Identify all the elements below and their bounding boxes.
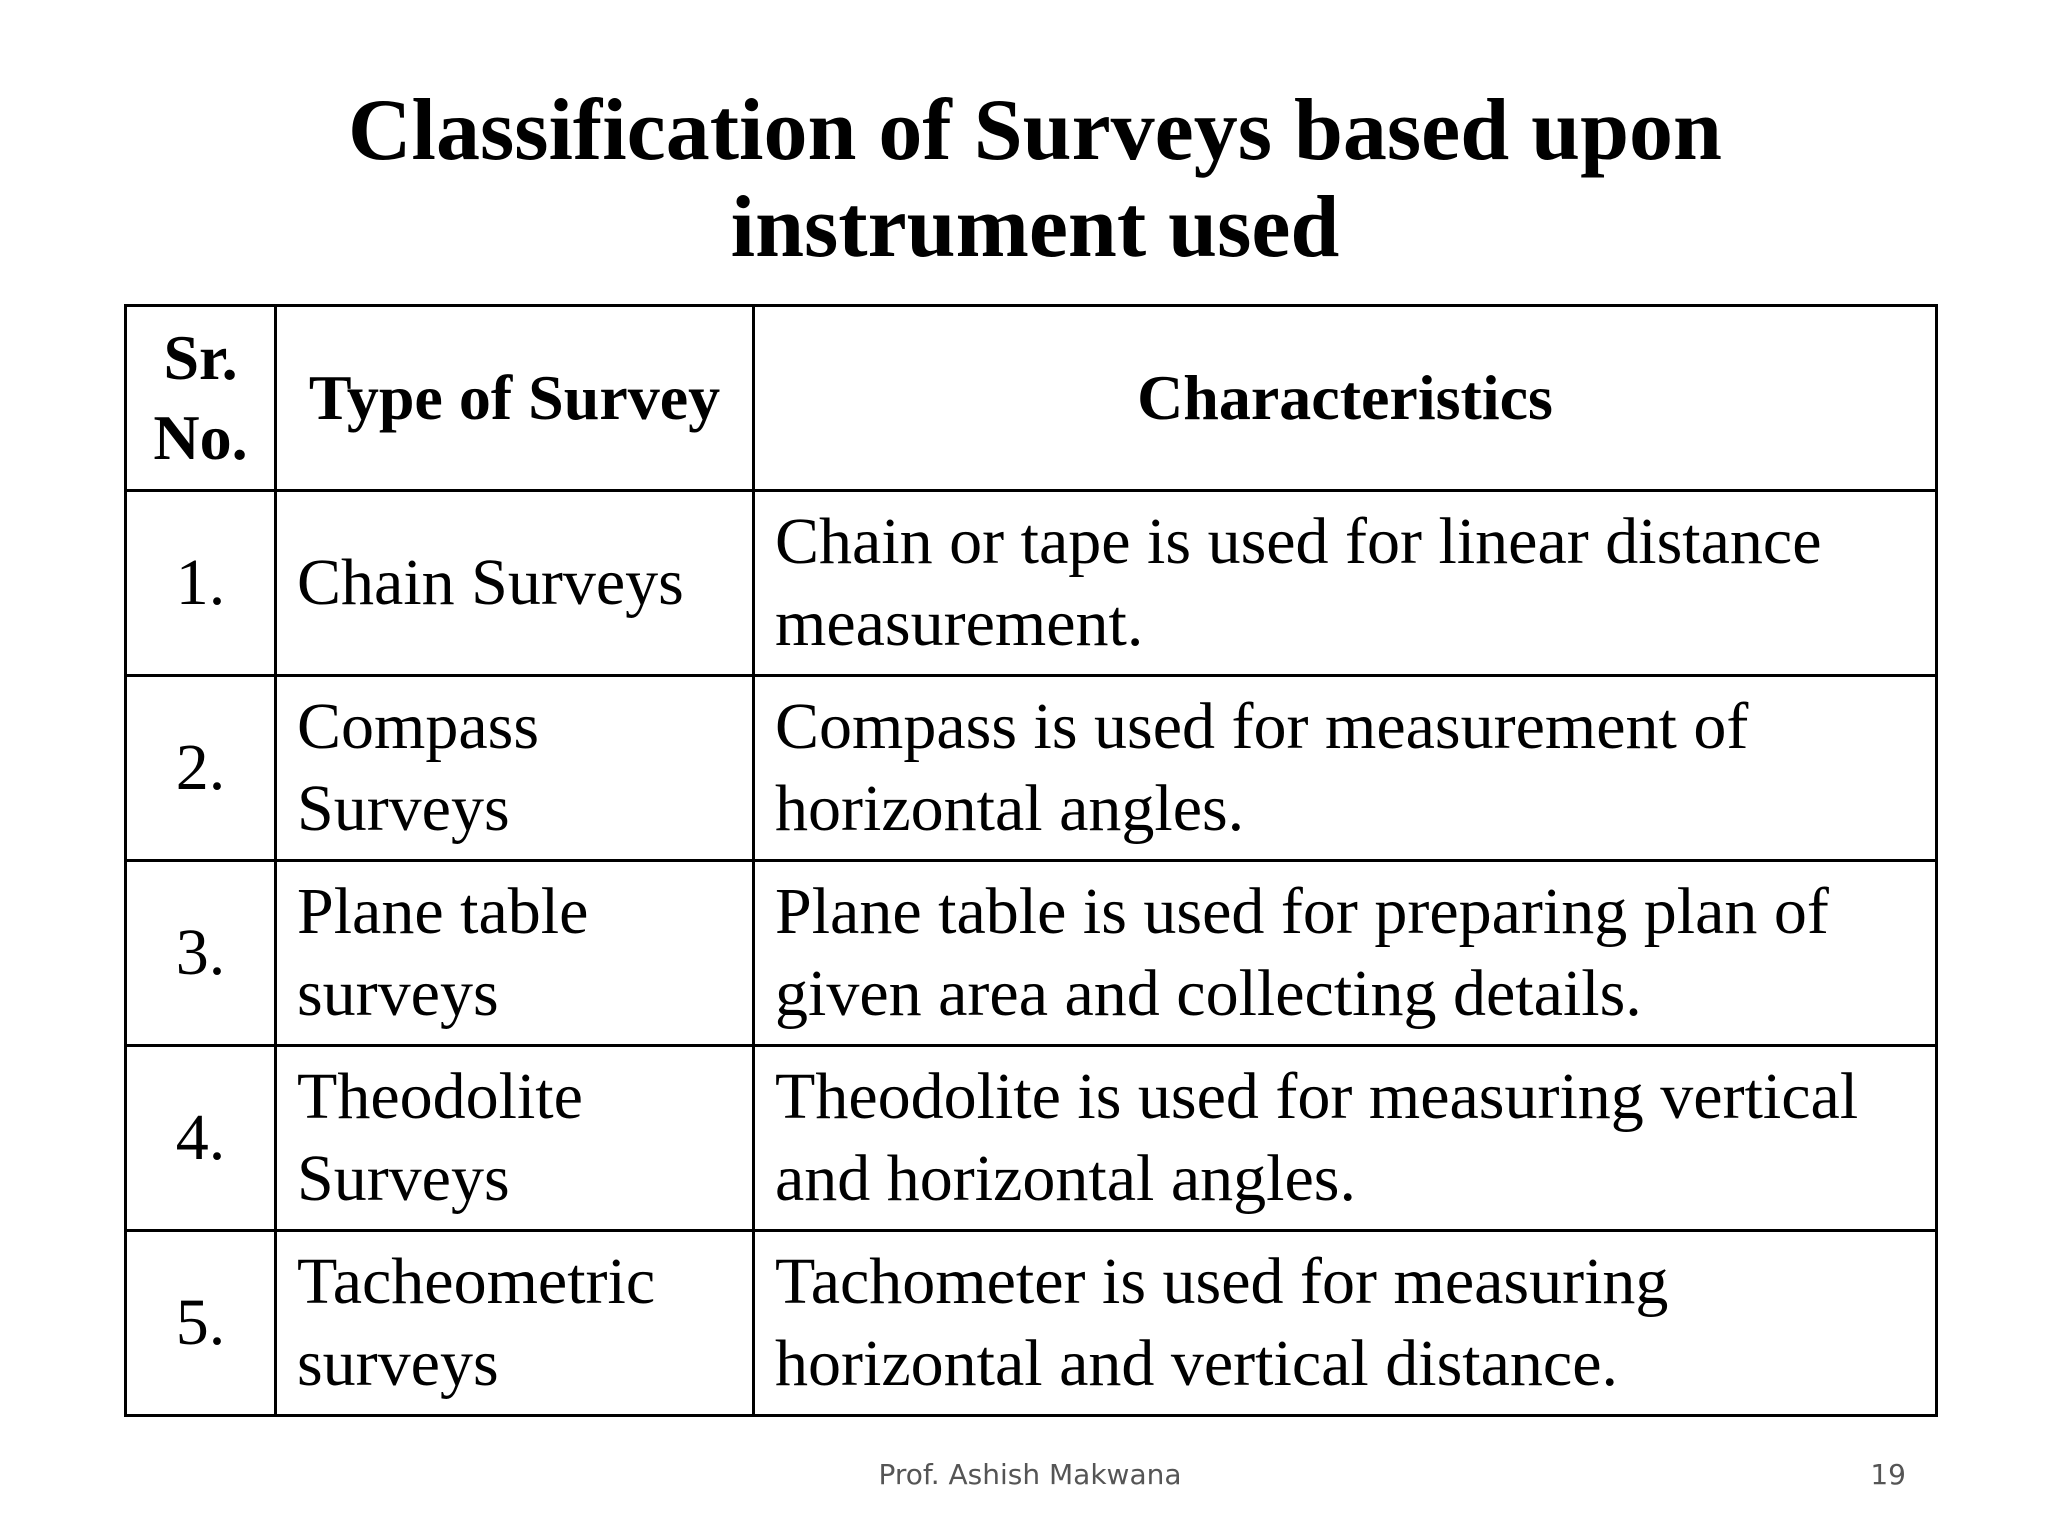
table-row (126, 861, 1937, 1046)
table-header-row (126, 306, 1937, 491)
header-characteristics: Characteristics (754, 306, 1937, 491)
row-survey-type: Tacheometric surveys (276, 1231, 754, 1416)
row-characteristics: Theodolite is used for measuring vertical and horizontal angles. (754, 1046, 1937, 1231)
row-survey-type: Plane table surveys (276, 861, 754, 1046)
row-sr-no: 3. (126, 861, 276, 1046)
row-survey-type: Chain Surveys (276, 491, 754, 676)
row-sr-no: 2. (126, 676, 276, 861)
table-row (126, 676, 1937, 861)
row-sr-no: 1. (126, 491, 276, 676)
row-characteristics: Compass is used for measurement of horizontal angles. (754, 676, 1937, 861)
row-characteristics: Chain or tape is used for linear distance measurement. (754, 491, 1937, 676)
slide-page-number: 19 (1870, 1458, 1906, 1491)
header-sr-no: Sr. No. (126, 306, 276, 491)
survey-classification-table (124, 304, 1938, 1417)
row-survey-type: Theodolite Surveys (276, 1046, 754, 1231)
table-row (126, 491, 1937, 676)
table-row (126, 1231, 1937, 1416)
slide-title (0, 82, 2048, 276)
slide-title-line-2: instrument used (730, 179, 1340, 276)
row-characteristics: Tachometer is used for measuring horizontal and vertical distance. (754, 1231, 1937, 1416)
slide-title-line-1: Classification of Surveys based upon (347, 82, 1722, 179)
row-sr-no: 4. (126, 1046, 276, 1231)
header-type-of-survey: Type of Survey (276, 306, 754, 491)
row-survey-type: Compass Surveys (276, 676, 754, 861)
table-row (126, 1046, 1937, 1231)
row-sr-no: 5. (126, 1231, 276, 1416)
footer-author: Prof. Ashish Makwana (878, 1458, 1182, 1491)
row-characteristics: Plane table is used for preparing plan of given area and collecting details. (754, 861, 1937, 1046)
